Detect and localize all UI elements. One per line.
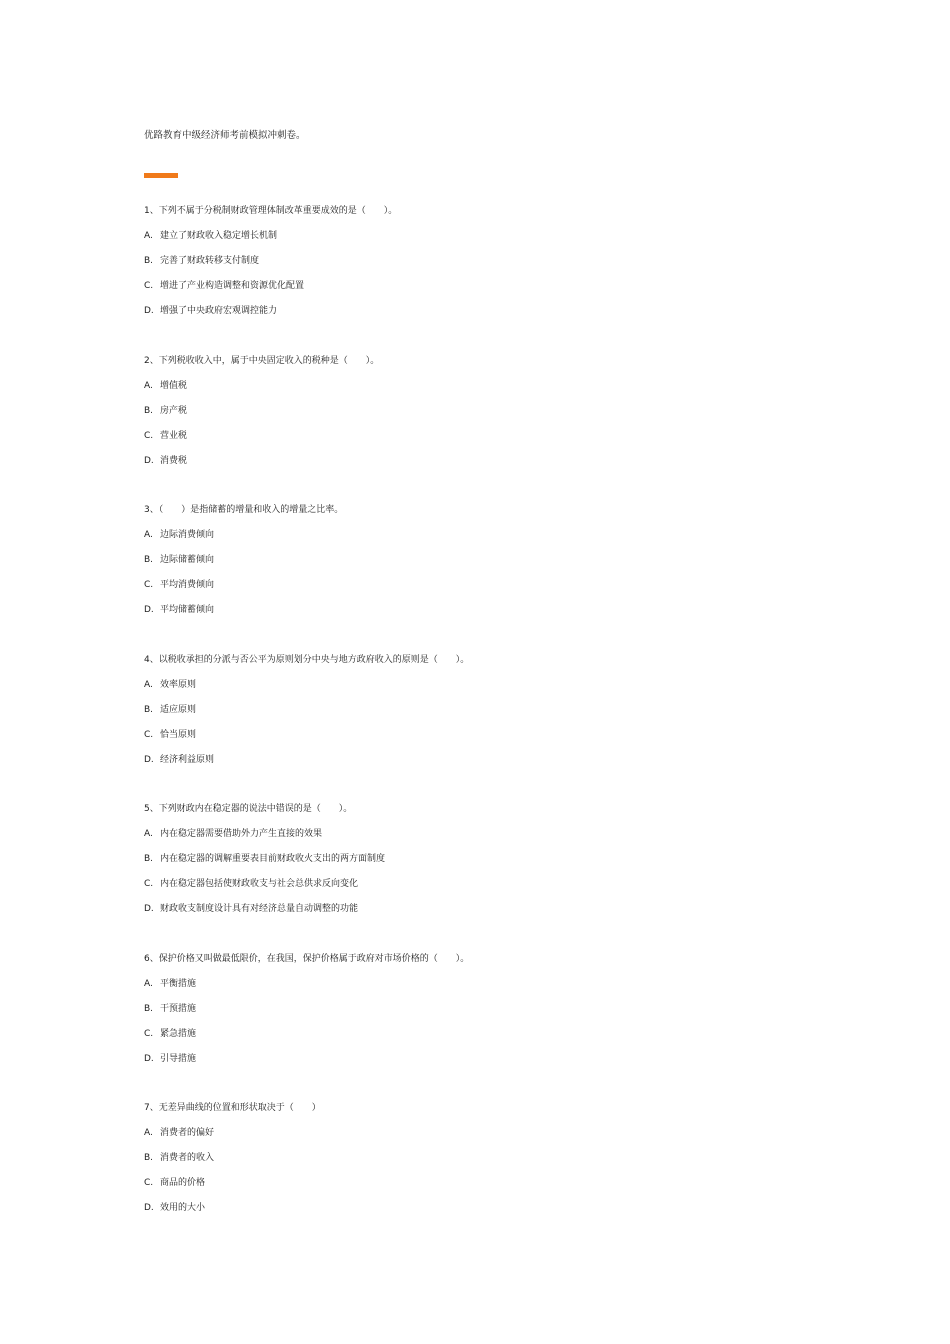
answer-option: [144, 1126, 844, 1151]
answer-option: [144, 678, 844, 703]
option-letter: C.: [144, 879, 154, 889]
option-letter: A.: [144, 978, 153, 989]
option-letter: C.: [144, 1178, 154, 1188]
answer-option: [144, 827, 844, 852]
question-block: [144, 354, 844, 504]
option-text: 增进了产业构造调整和资源优化配置: [160, 281, 305, 291]
option-letter: C.: [144, 580, 154, 590]
question-block: [144, 802, 844, 952]
option-letter: C.: [144, 1028, 154, 1039]
answer-option: [144, 877, 844, 902]
option-letter: B.: [144, 405, 154, 416]
question-block: [144, 653, 844, 803]
answer-option: [144, 1201, 844, 1226]
answer-option: [144, 279, 844, 304]
option-text: 财政收支制度设计具有对经济总量自动调整的功能: [160, 904, 359, 914]
answer-option: [144, 728, 844, 753]
option-letter: D.: [144, 754, 154, 765]
answer-option: [144, 902, 844, 927]
answer-option: [144, 1151, 844, 1176]
question-block: [144, 503, 844, 653]
option-letter: D.: [144, 605, 154, 615]
option-text: 内在稳定器包括使财政收支与社会总供求反向变化: [160, 879, 359, 889]
option-text: 平衡措施: [160, 978, 197, 989]
option-text: 房产税: [160, 405, 188, 416]
option-text: 营业税: [160, 430, 188, 441]
question-block: [144, 1101, 844, 1251]
answer-option: [144, 1027, 844, 1052]
question-stem: 3、（ ）是指储蓄的增量和收入的增量之比率。: [144, 505, 344, 515]
option-letter: B.: [144, 1003, 154, 1014]
answer-option: [144, 254, 844, 279]
answer-option: [144, 404, 844, 429]
option-text: 增值税: [160, 380, 188, 391]
option-letter: A.: [144, 829, 153, 839]
answer-option: [144, 977, 844, 1002]
option-text: 内在稳定器需要借助外力产生直接的效果: [160, 829, 323, 839]
option-text: 增强了中央政府宏观调控能力: [160, 306, 278, 316]
option-letter: D.: [144, 1203, 154, 1213]
option-text: 引导措施: [160, 1053, 197, 1064]
answer-option: [144, 603, 844, 628]
option-text: 效用的大小: [160, 1203, 206, 1213]
answer-option: [144, 553, 844, 578]
question-stem: 5、下列财政内在稳定器的说法中错误的是（ ）。: [144, 804, 353, 814]
option-letter: D.: [144, 1053, 154, 1064]
option-letter: B.: [144, 704, 154, 715]
question-stem: 1、下列不属于分税制财政管理体制改革重要成效的是（ ）。: [144, 206, 398, 216]
option-letter: A.: [144, 530, 153, 540]
option-letter: C.: [144, 430, 154, 441]
option-letter: C.: [144, 281, 154, 291]
question-list: [144, 204, 844, 1251]
option-text: 干预措施: [160, 1003, 197, 1014]
option-letter: B.: [144, 1153, 154, 1163]
option-letter: A.: [144, 1128, 153, 1138]
option-text: 建立了财政收入稳定增长机制: [160, 231, 278, 241]
question-stem: 6、保护价格又叫做最低限价，在我国，保护价格属于政府对市场价格的（ ）。: [144, 953, 470, 964]
question-stem: 4、以税收承担的分派与否公平为原则划分中央与地方政府收入的原则是（ ）。: [144, 654, 470, 665]
document-title: 优路教育中级经济师考前模拟冲刺卷。: [144, 130, 306, 141]
option-letter: A.: [144, 679, 153, 690]
option-text: 商品的价格: [160, 1178, 206, 1188]
option-letter: D.: [144, 455, 154, 466]
option-letter: D.: [144, 306, 154, 316]
option-letter: D.: [144, 904, 154, 914]
answer-option: [144, 703, 844, 728]
answer-option: [144, 753, 844, 778]
option-text: 边际消费倾向: [160, 530, 215, 540]
answer-option: [144, 1002, 844, 1027]
question-stem: 7、无差异曲线的位置和形状取决于（ ）: [144, 1103, 321, 1113]
answer-option: [144, 379, 844, 404]
answer-option: [144, 429, 844, 454]
answer-option: [144, 229, 844, 254]
option-text: 适应原则: [160, 704, 197, 715]
option-text: 边际储蓄倾向: [160, 555, 215, 565]
question-block: [144, 952, 844, 1102]
option-letter: B.: [144, 555, 154, 565]
accent-bar: [144, 173, 178, 178]
answer-option: [144, 528, 844, 553]
option-text: 平均消费倾向: [160, 580, 215, 590]
answer-option: [144, 1052, 844, 1077]
option-letter: A.: [144, 380, 153, 391]
option-text: 完善了财政转移支付制度: [160, 256, 260, 266]
option-text: 恰当原则: [160, 729, 197, 740]
option-text: 内在稳定器的调解重要表目前财政收火支出的两方面制度: [160, 854, 386, 864]
option-text: 平均储蓄倾向: [160, 605, 215, 615]
answer-option: [144, 852, 844, 877]
option-text: 效率原则: [160, 679, 197, 690]
option-letter: B.: [144, 854, 154, 864]
question-stem: 2、下列税收收入中，属于中央固定收入的税种是（ ）。: [144, 355, 380, 366]
option-letter: B.: [144, 256, 154, 266]
option-text: 消费者的偏好: [160, 1128, 215, 1138]
answer-option: [144, 578, 844, 603]
option-text: 紧急措施: [160, 1028, 197, 1039]
answer-option: [144, 454, 844, 479]
answer-option: [144, 1176, 844, 1201]
answer-option: [144, 304, 844, 329]
option-letter: A.: [144, 231, 153, 241]
question-block: [144, 204, 844, 354]
option-letter: C.: [144, 729, 154, 740]
option-text: 消费税: [160, 455, 188, 466]
option-text: 经济利益原则: [160, 754, 215, 765]
option-text: 消费者的收入: [160, 1153, 215, 1163]
